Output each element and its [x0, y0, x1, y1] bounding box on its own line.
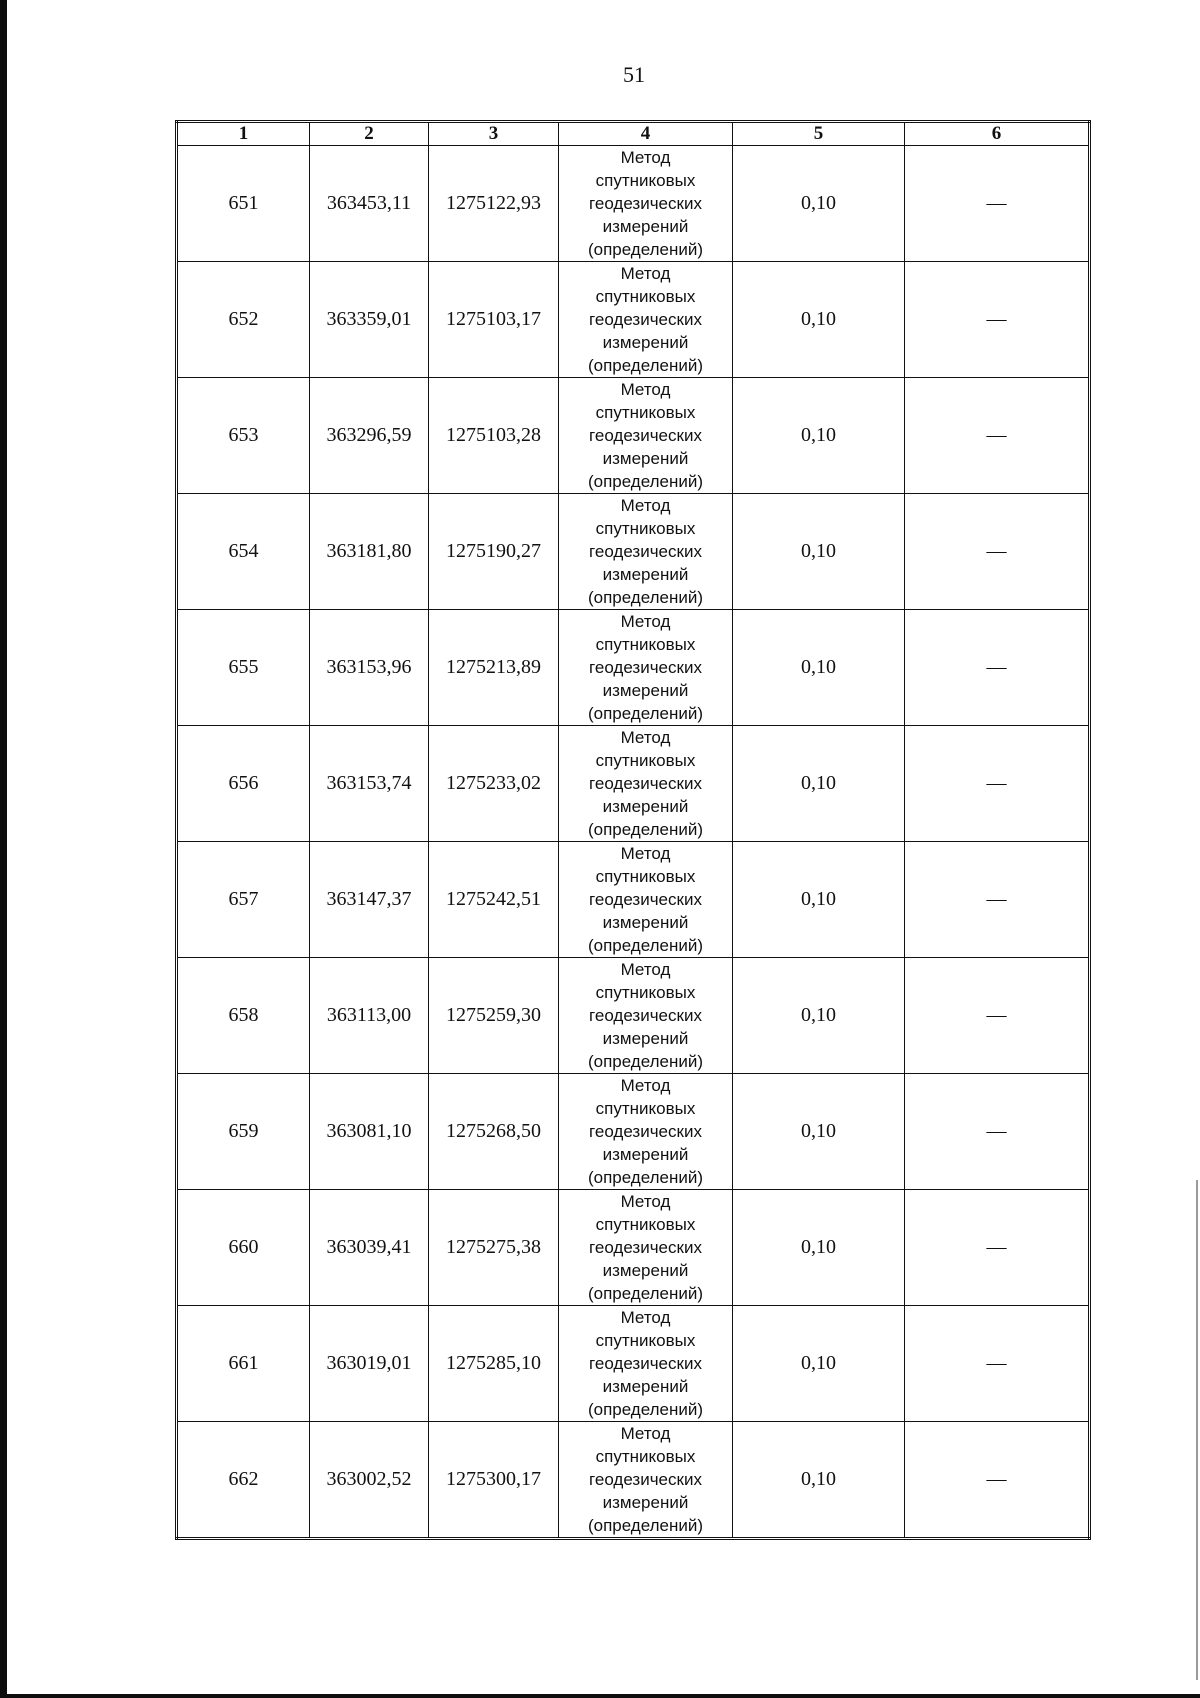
table-row: [177, 842, 1090, 958]
dash-cell: —: [905, 1190, 1090, 1306]
coordinate-x-cell: 363153,74: [310, 726, 429, 842]
coordinate-x-cell: 363153,96: [310, 610, 429, 726]
method-line: измерений: [602, 565, 689, 584]
method-line: измерений: [602, 449, 689, 468]
point-number-cell: 655: [177, 610, 310, 726]
method-line: измерений: [602, 913, 689, 932]
method-line: измерений: [602, 1029, 689, 1048]
point-number-cell: 662: [177, 1422, 310, 1539]
coordinate-y-cell: 1275275,38: [429, 1190, 559, 1306]
coordinate-x-cell: 363113,00: [310, 958, 429, 1074]
header-cell-1: 1: [177, 122, 310, 146]
accuracy-cell: 0,10: [733, 842, 905, 958]
accuracy-cell: 0,10: [733, 726, 905, 842]
method-cell: [559, 262, 733, 378]
method-line: (определений): [587, 356, 704, 375]
method-cell: [559, 1190, 733, 1306]
coordinate-y-cell: 1275122,93: [429, 146, 559, 262]
header-cell-6: 6: [905, 122, 1090, 146]
coordinate-y-cell: 1275190,27: [429, 494, 559, 610]
method-line: измерений: [602, 1261, 689, 1280]
method-line: Метод: [620, 148, 671, 167]
point-number-cell: 658: [177, 958, 310, 1074]
dash-cell: —: [905, 842, 1090, 958]
method-line: геодезических: [589, 1006, 702, 1025]
method-line: спутниковых: [595, 867, 696, 886]
method-cell: [559, 726, 733, 842]
accuracy-cell: 0,10: [733, 1306, 905, 1422]
table-row: [177, 726, 1090, 842]
coordinate-y-cell: 1275213,89: [429, 610, 559, 726]
method-line: Метод: [620, 960, 671, 979]
dash-cell: —: [905, 262, 1090, 378]
dash-cell: —: [905, 378, 1090, 494]
method-line: Метод: [620, 1076, 671, 1095]
method-line: (определений): [587, 472, 704, 491]
method-line: геодезических: [589, 890, 702, 909]
coordinate-x-cell: 363147,37: [310, 842, 429, 958]
method-line: геодезических: [589, 310, 702, 329]
accuracy-cell: 0,10: [733, 958, 905, 1074]
method-line: Метод: [620, 496, 671, 515]
point-number-cell: 654: [177, 494, 310, 610]
method-line: (определений): [587, 1168, 704, 1187]
header-cell-2: 2: [310, 122, 429, 146]
method-line: спутниковых: [595, 983, 696, 1002]
dash-cell: —: [905, 958, 1090, 1074]
dash-cell: —: [905, 610, 1090, 726]
header-cell-4: 4: [559, 122, 733, 146]
method-cell: [559, 958, 733, 1074]
method-line: геодезических: [589, 658, 702, 677]
coordinate-x-cell: 363039,41: [310, 1190, 429, 1306]
coordinate-x-cell: 363181,80: [310, 494, 429, 610]
method-line: Метод: [620, 1308, 671, 1327]
coordinate-x-cell: 363019,01: [310, 1306, 429, 1422]
method-line: Метод: [620, 844, 671, 863]
dash-cell: —: [905, 1074, 1090, 1190]
dash-cell: —: [905, 146, 1090, 262]
accuracy-cell: 0,10: [733, 1074, 905, 1190]
accuracy-cell: 0,10: [733, 146, 905, 262]
method-cell: [559, 1306, 733, 1422]
method-line: спутниковых: [595, 1331, 696, 1350]
scan-edge-bottom: [0, 1694, 1200, 1698]
dash-cell: —: [905, 726, 1090, 842]
accuracy-cell: 0,10: [733, 494, 905, 610]
table-row: [177, 1306, 1090, 1422]
dash-cell: —: [905, 494, 1090, 610]
header-cell-5: 5: [733, 122, 905, 146]
method-line: (определений): [587, 704, 704, 723]
method-line: (определений): [587, 820, 704, 839]
point-number-cell: 652: [177, 262, 310, 378]
point-number-cell: 651: [177, 146, 310, 262]
table-row: [177, 1190, 1090, 1306]
method-line: измерений: [602, 1377, 689, 1396]
table-body: [177, 146, 1090, 1539]
method-line: Метод: [620, 380, 671, 399]
table-row: [177, 958, 1090, 1074]
method-line: (определений): [587, 1284, 704, 1303]
method-line: спутниковых: [595, 519, 696, 538]
coordinate-y-cell: 1275268,50: [429, 1074, 559, 1190]
method-line: геодезических: [589, 1354, 702, 1373]
method-line: спутниковых: [595, 171, 696, 190]
method-line: геодезических: [589, 774, 702, 793]
method-line: спутниковых: [595, 635, 696, 654]
page-number: 51: [623, 62, 645, 87]
method-cell: [559, 610, 733, 726]
point-number-cell: 653: [177, 378, 310, 494]
method-line: Метод: [620, 1424, 671, 1443]
table-row: [177, 378, 1090, 494]
accuracy-cell: 0,10: [733, 610, 905, 726]
method-cell: [559, 1422, 733, 1539]
method-line: измерений: [602, 333, 689, 352]
scan-edge-right: [1196, 1180, 1198, 1680]
point-number-cell: 659: [177, 1074, 310, 1190]
coordinate-y-cell: 1275103,17: [429, 262, 559, 378]
method-line: спутниковых: [595, 1099, 696, 1118]
dash-cell: —: [905, 1422, 1090, 1539]
method-line: спутниковых: [595, 287, 696, 306]
method-line: геодезических: [589, 1238, 702, 1257]
coordinate-x-cell: 363359,01: [310, 262, 429, 378]
coordinate-y-cell: 1275242,51: [429, 842, 559, 958]
method-line: (определений): [587, 1400, 704, 1419]
method-line: измерений: [602, 797, 689, 816]
method-line: (определений): [587, 240, 704, 259]
method-cell: [559, 146, 733, 262]
method-line: измерений: [602, 1493, 689, 1512]
point-number-cell: 656: [177, 726, 310, 842]
method-cell: [559, 842, 733, 958]
scan-edge-left: [0, 0, 7, 1698]
coordinate-y-cell: 1275103,28: [429, 378, 559, 494]
point-number-cell: 661: [177, 1306, 310, 1422]
coordinate-y-cell: 1275300,17: [429, 1422, 559, 1539]
table-row: [177, 1074, 1090, 1190]
coordinate-x-cell: 363081,10: [310, 1074, 429, 1190]
accuracy-cell: 0,10: [733, 1190, 905, 1306]
table-row: [177, 146, 1090, 262]
header-cell-3: 3: [429, 122, 559, 146]
coordinate-y-cell: 1275285,10: [429, 1306, 559, 1422]
coordinate-x-cell: 363002,52: [310, 1422, 429, 1539]
method-cell: [559, 378, 733, 494]
coordinate-x-cell: 363296,59: [310, 378, 429, 494]
accuracy-cell: 0,10: [733, 378, 905, 494]
method-line: спутниковых: [595, 403, 696, 422]
method-line: спутниковых: [595, 1215, 696, 1234]
method-line: (определений): [587, 936, 704, 955]
method-line: спутниковых: [595, 751, 696, 770]
method-line: (определений): [587, 1516, 704, 1535]
method-line: Метод: [620, 1192, 671, 1211]
method-line: Метод: [620, 728, 671, 747]
coordinate-x-cell: 363453,11: [310, 146, 429, 262]
method-line: Метод: [620, 264, 671, 283]
accuracy-cell: 0,10: [733, 262, 905, 378]
table-row: [177, 494, 1090, 610]
method-line: (определений): [587, 1052, 704, 1071]
method-line: геодезических: [589, 542, 702, 561]
coordinate-y-cell: 1275233,02: [429, 726, 559, 842]
method-line: геодезических: [589, 1122, 702, 1141]
coordinate-y-cell: 1275259,30: [429, 958, 559, 1074]
table-row: [177, 262, 1090, 378]
method-line: (определений): [587, 588, 704, 607]
table-row: [177, 610, 1090, 726]
method-line: геодезических: [589, 426, 702, 445]
coordinates-table: [175, 120, 1091, 1540]
method-cell: [559, 1074, 733, 1190]
method-cell: [559, 494, 733, 610]
method-line: Метод: [620, 612, 671, 631]
method-line: геодезических: [589, 1470, 702, 1489]
point-number-cell: 660: [177, 1190, 310, 1306]
method-line: геодезических: [589, 194, 702, 213]
method-line: спутниковых: [595, 1447, 696, 1466]
header-row: [177, 122, 1090, 146]
method-line: измерений: [602, 217, 689, 236]
accuracy-cell: 0,10: [733, 1422, 905, 1539]
method-line: измерений: [602, 1145, 689, 1164]
point-number-cell: 657: [177, 842, 310, 958]
dash-cell: —: [905, 1306, 1090, 1422]
method-line: измерений: [602, 681, 689, 700]
table-row: [177, 1422, 1090, 1539]
